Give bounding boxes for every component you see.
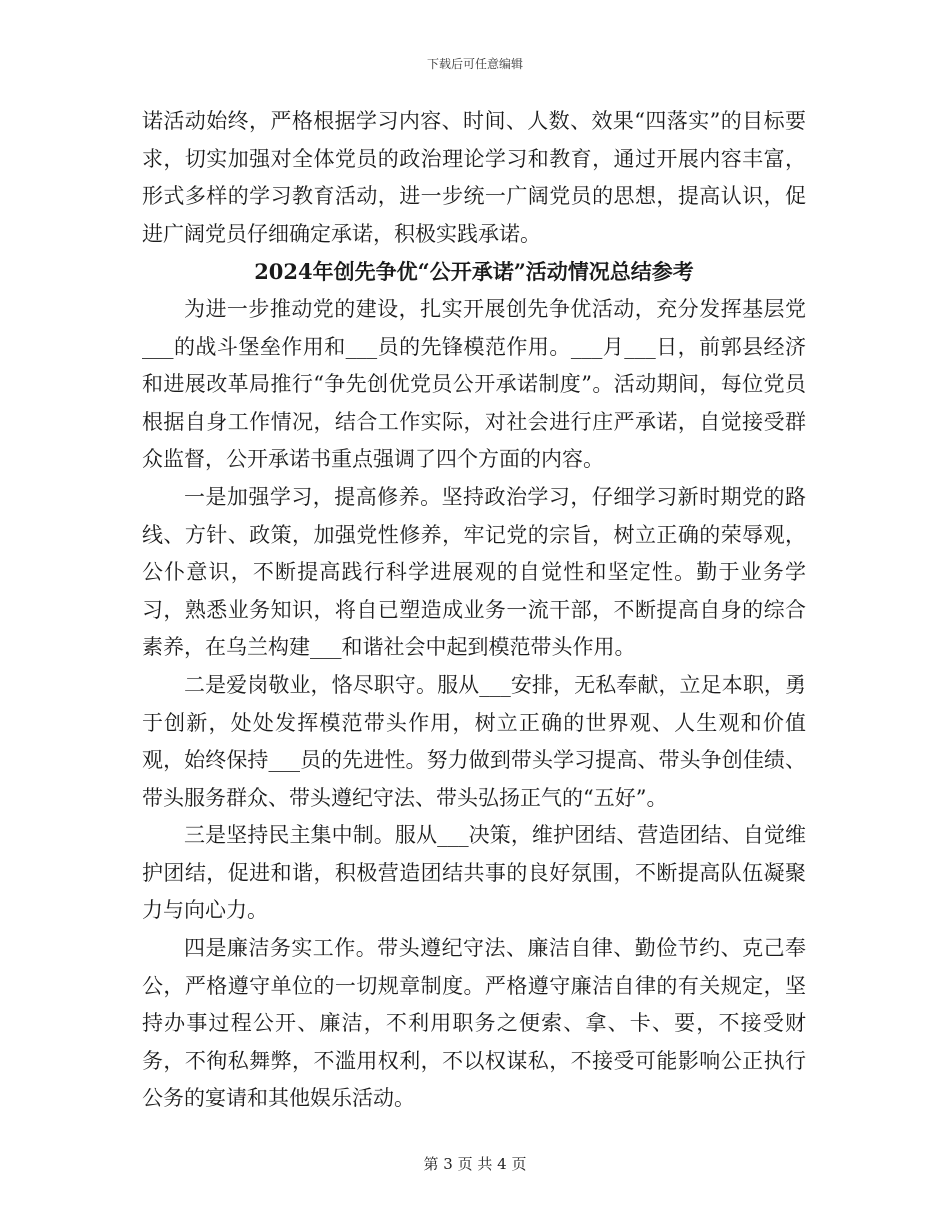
page-header-note: 下载后可任意编辑 [426,57,523,71]
body-paragraph: 为进一步推动党的建设，扎实开展创先争优活动，充分发挥基层党___的战斗堡垒作用和___员的先锋模范作用。___月___日，前郭县经济和进展改革局推行“争先创优党员公开承诺制度”。活动期间，每位党员根据自身工作情况，结合工作实际，对社会进行庄严承诺，自觉接受群众监督，公开承诺书重点强调了四个方面的内容。 [142,296,806,472]
document-body [142,103,806,1118]
body-paragraph: 三是坚持民主集中制。服从___决策，维护团结、营造团结、自觉维护团结，促进和谐，积极营造团结共事的良好氛围，不断提高队伍凝聚力与向心力。 [142,823,806,923]
intro-paragraph: 诺活动始终，严格根据学习内容、时间、人数、效果“四落实”的目标要求，切实加强对全体党员的政治理论学习和教育，通过开展内容丰富，形式多样的学习教育活动，进一步统一广阔党员的思想，提高认识，促进广阔党员仔细确定承诺，积极实践承诺。 [142,109,806,246]
body-paragraph: 四是廉洁务实工作。带头遵纪守法、廉洁自律、勤俭节约、克己奉公，严格遵守单位的一切规章制度。严格遵守廉洁自律的有关规定，坚持办事过程公开、廉洁，不利用职务之便索、拿、卡、要，不接受财务，不徇私舞弊，不滥用权利，不以权谋私，不接受可能影响公正执行公务的宴请和其他娱乐活动。 [142,936,806,1111]
document-title: 2024年创先争优“公开承诺”活动情况总结参考 [254,259,694,285]
body-paragraph: 二是爱岗敬业，恪尽职守。服从___安排，无私奉献，立足本职，勇于创新，处处发挥模范带头作用，树立正确的世界观、人生观和价值观，始终保持___员的先进性。努力做到带头学习提高、带头争创佳绩、带头服务群众、带头遵纪守法、带头弘扬正气的“五好”。 [142,672,806,810]
body-paragraph: 一是加强学习，提高修养。坚持政治学习，仔细学习新时期党的路线、方针、政策，加强党性修养，牢记党的宗旨，树立正确的荣辱观，公仆意识，不断提高践行科学进展观的自觉性和坚定性。勤于业务学习，熟悉业务知识，将自已塑造成业务一流干部，不断提高自身的综合素养，在乌兰构建___和谐社会中起到模范带头作用。 [142,484,806,660]
page-number: 第 3 页 共 4 页 [423,1155,527,1173]
